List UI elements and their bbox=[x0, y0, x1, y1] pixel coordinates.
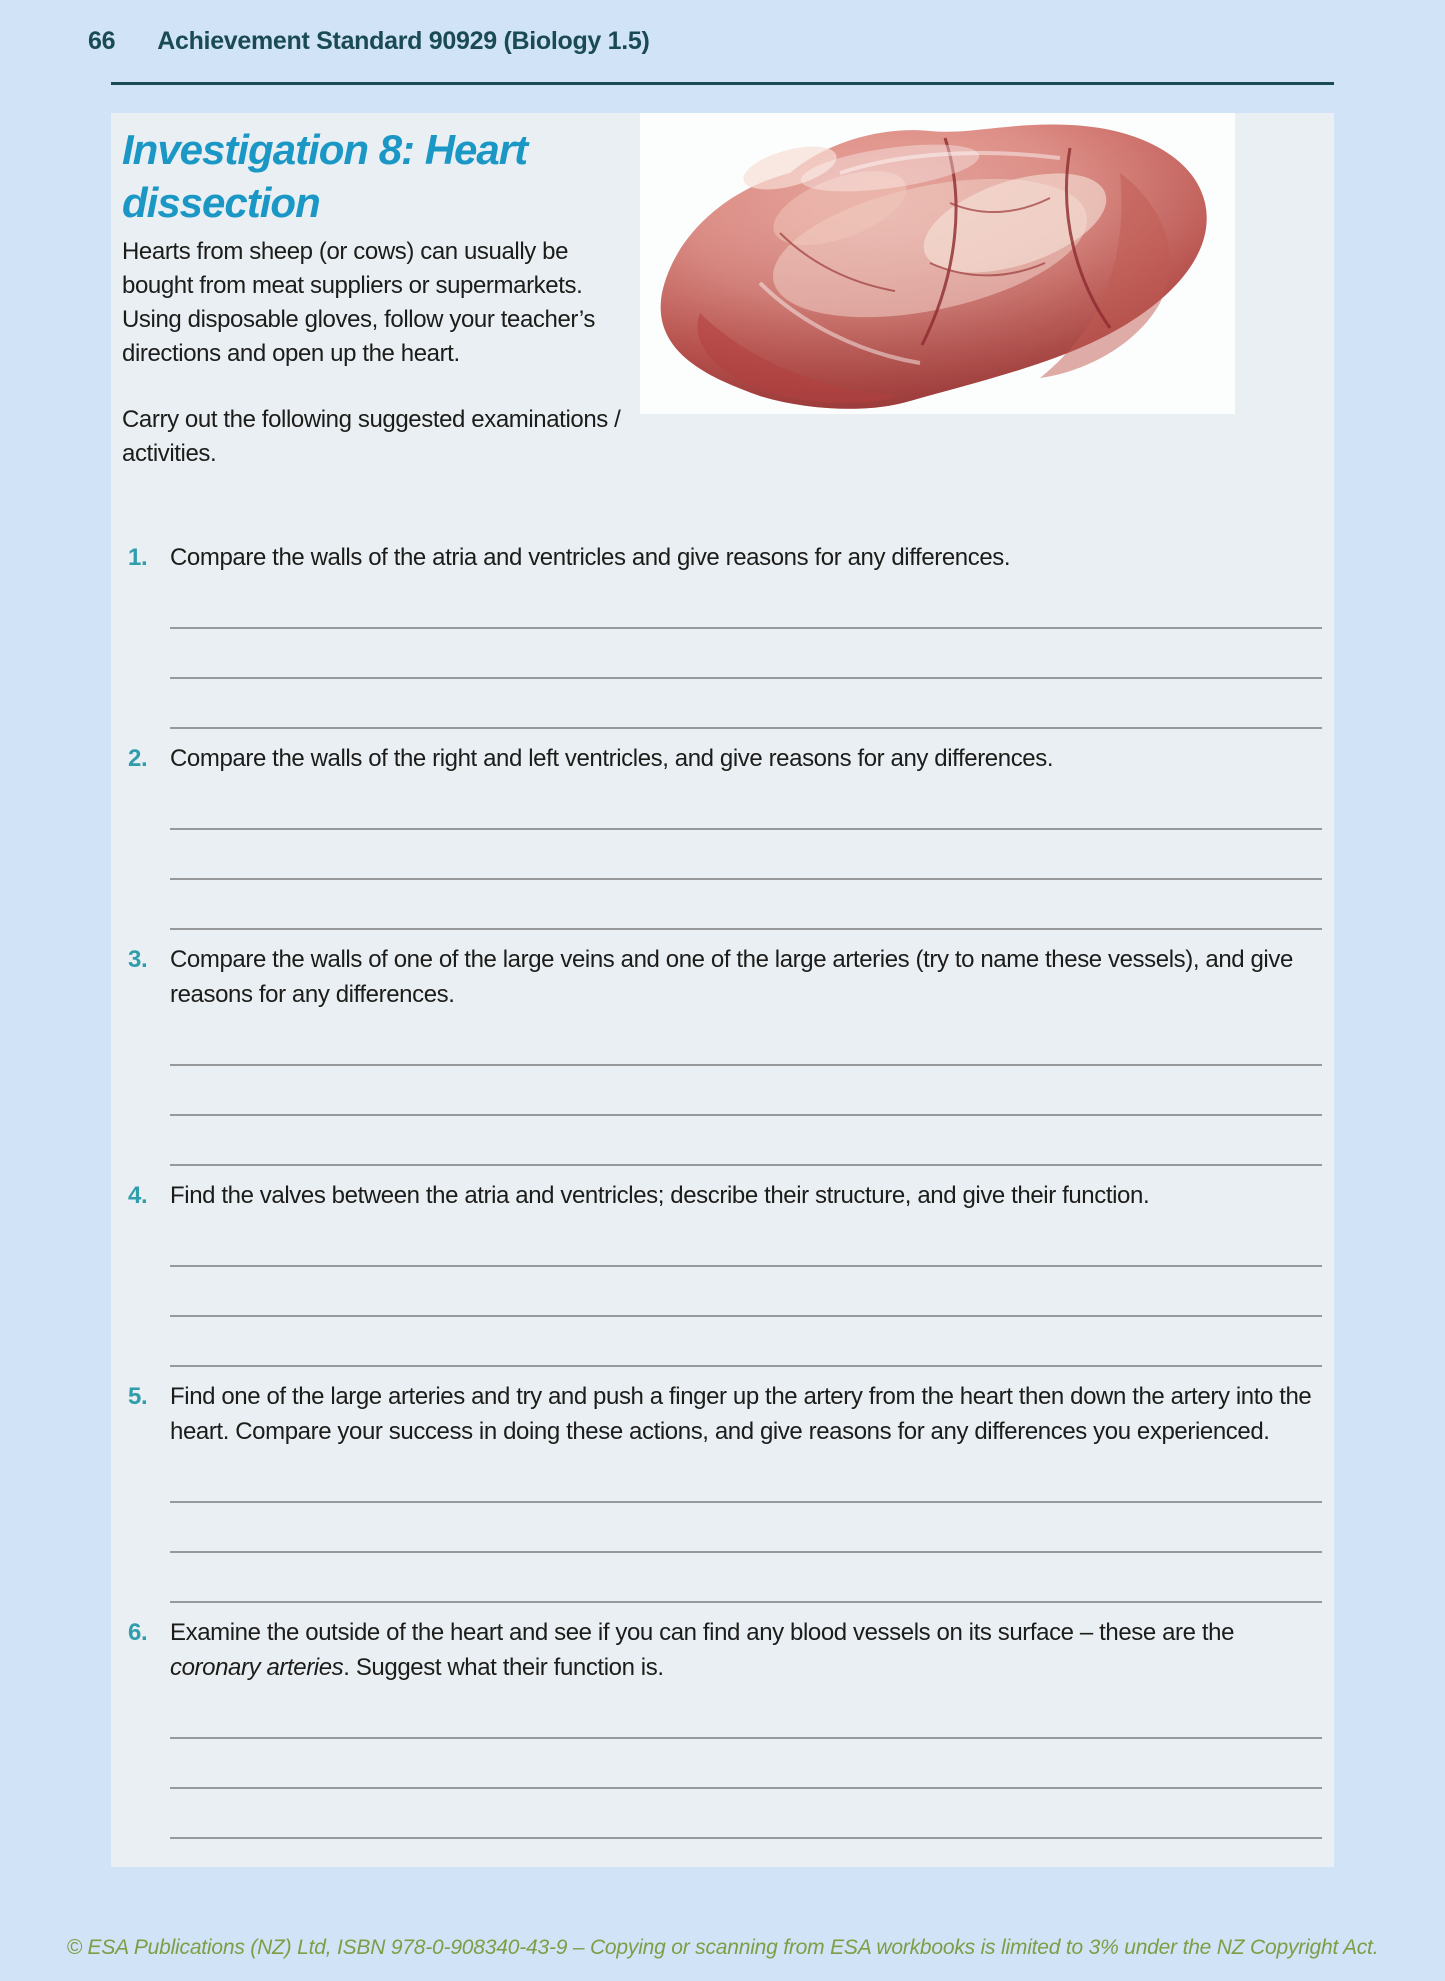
answer-area bbox=[170, 1689, 1322, 1839]
intro-paragraph-1: Hearts from sheep (or cows) can usually be bought from meat suppliers or supermarkets. Using disposable gloves, follow your teacher’s directions and open up the heart. bbox=[122, 238, 595, 367]
answer-line bbox=[170, 1689, 1322, 1739]
answer-line bbox=[170, 1739, 1322, 1789]
question-text: Find one of the large arteries and try and push a finger up the artery from the heart then down the artery into the heart. Compare your success in doing these actions, and give reasons for any differences you experienced. bbox=[170, 1383, 1312, 1445]
question-number: 4. bbox=[128, 1182, 148, 1209]
question-number: 2. bbox=[128, 745, 148, 772]
question-item-4 bbox=[111, 1178, 1334, 1367]
intro-paragraph-2: Carry out the following suggested examinations / activities. bbox=[122, 406, 621, 467]
answer-area bbox=[170, 1217, 1322, 1367]
investigation-panel bbox=[111, 113, 1334, 1867]
answer-line bbox=[170, 1116, 1322, 1166]
page-number: 66 bbox=[88, 27, 116, 55]
question-list bbox=[111, 540, 1334, 1851]
answer-line bbox=[170, 1453, 1322, 1503]
question-number: 5. bbox=[128, 1383, 148, 1410]
heart-photo-frame bbox=[640, 113, 1235, 414]
question-number: 1. bbox=[128, 544, 148, 571]
answer-line bbox=[170, 679, 1322, 729]
answer-line bbox=[170, 1553, 1322, 1603]
answer-line bbox=[170, 1503, 1322, 1553]
question-text-italic-term: coronary arteries bbox=[170, 1654, 344, 1681]
question-item-2 bbox=[111, 741, 1334, 930]
answer-line bbox=[170, 780, 1322, 830]
answer-area bbox=[170, 780, 1322, 930]
question-text bbox=[170, 1615, 1322, 1685]
question-number: 3. bbox=[128, 946, 148, 973]
heart-photo-image bbox=[640, 113, 1235, 414]
question-text: Compare the walls of the atria and ventricles and give reasons for any differences. bbox=[170, 544, 1011, 571]
question-item-5 bbox=[111, 1379, 1334, 1603]
answer-line bbox=[170, 1267, 1322, 1317]
question-item-1 bbox=[111, 540, 1334, 729]
question-text: Find the valves between the atria and ventricles; describe their structure, and give their function. bbox=[170, 1182, 1150, 1209]
question-text: Compare the walls of the right and left ventricles, and give reasons for any differences. bbox=[170, 745, 1054, 772]
investigation-title: Investigation 8: Heart dissection bbox=[122, 126, 528, 226]
question-text-segment: Examine the outside of the heart and see if you can find any blood vessels on its surface – these are the bbox=[170, 1619, 1235, 1646]
answer-line bbox=[170, 1066, 1322, 1116]
question-number: 6. bbox=[128, 1619, 148, 1646]
question-item-6 bbox=[111, 1615, 1334, 1839]
header-title: Achievement Standard 90929 (Biology 1.5) bbox=[157, 27, 650, 55]
page-header bbox=[88, 27, 650, 56]
answer-line bbox=[170, 1789, 1322, 1839]
answer-line bbox=[170, 1317, 1322, 1367]
question-item-3 bbox=[111, 942, 1334, 1166]
answer-line bbox=[170, 579, 1322, 629]
answer-line bbox=[170, 830, 1322, 880]
answer-area bbox=[170, 1016, 1322, 1166]
copyright-footer: © ESA Publications (NZ) Ltd, ISBN 978-0-908340-43-9 – Copying or scanning from ESA workbooks is limited to 3% under the NZ Copyright Act. bbox=[66, 1936, 1379, 1959]
answer-line bbox=[170, 1016, 1322, 1066]
answer-line bbox=[170, 1217, 1322, 1267]
answer-line bbox=[170, 880, 1322, 930]
header-divider bbox=[111, 82, 1334, 85]
question-text-segment: . Suggest what their function is. bbox=[343, 1654, 664, 1681]
question-text: Compare the walls of one of the large veins and one of the large arteries (try to name these vessels), and give reasons for any differences. bbox=[170, 946, 1293, 1008]
answer-area bbox=[170, 1453, 1322, 1603]
answer-line bbox=[170, 629, 1322, 679]
answer-area bbox=[170, 579, 1322, 729]
